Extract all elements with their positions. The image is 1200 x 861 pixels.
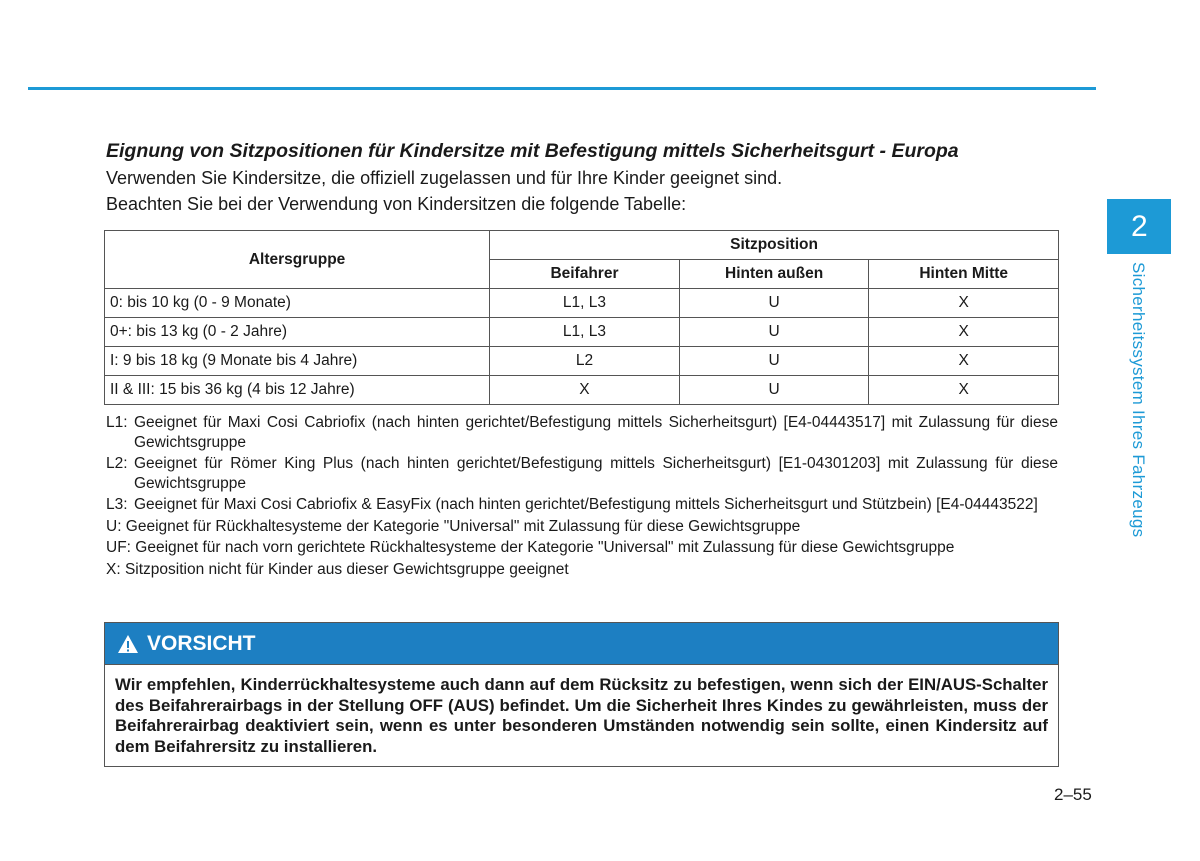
note-l2 [106,454,1058,493]
caution-text: Wir empfehlen, Kinderrückhaltesysteme auch dann auf dem Rücksitz zu befestigen, wenn sich der EIN/AUS-Schalter des Beifahrerairbags in der Stellung OFF (AUS) befindet. Um die Sicherheit Ihres Kindes zu gewährleisten, muss der Beifahrerairbag deaktiviert sein, wenn es unter besonderen Umständen notwendig sein sollte, einen Kindersitz auf dem Beifahrersitz zu installieren. [115,675,1048,756]
table-row [105,289,1059,318]
header-age-group: Altersgruppe [105,231,490,289]
table-row [105,376,1059,405]
note-key: L1: [106,414,128,431]
age-cell: II & III: 15 bis 36 kg (4 bis 12 Jahre) [105,376,490,405]
mitte-cell: X [869,376,1059,405]
age-cell: 0+: bis 13 kg (0 - 2 Jahre) [105,318,490,347]
note-key: L2: [106,455,128,472]
header-hinten-aussen: Hinten außen [679,260,869,289]
age-cell: I: 9 bis 18 kg (9 Monate bis 4 Jahre) [105,347,490,376]
note-uf: UF: Geeignet für nach vorn gerichtete Rückhaltesysteme der Kategorie "Universal" mit Zulassung für diese Gewichtsgruppe [106,539,955,556]
header-seat-position: Sitzposition [490,231,1059,260]
note-text: Geeignet für Maxi Cosi Cabriofix & EasyFix (nach hinten gerichtet/Befestigung mittels Sicherheitsgurt und Stützbein) [E4-04443522] [134,496,1038,513]
aussen-cell: U [679,347,869,376]
note-text: Geeignet für Maxi Cosi Cabriofix (nach hinten gerichtet/Befestigung mittels Sicherheitsgurt) [E4-04443517] mit Zulassung für diese Gewichtsgruppe [134,414,1058,451]
note-key: L3: [106,496,128,513]
header-hinten-mitte: Hinten Mitte [869,260,1059,289]
note-u: U: Geeignet für Rückhaltesysteme der Kategorie "Universal" mit Zulassung für diese Gewichtsgruppe [106,517,801,535]
intro-line-2: Beachten Sie bei der Verwendung von Kindersitzen die folgende Tabelle: [106,194,687,214]
note-text: Geeignet für Römer King Plus (nach hinten gerichtet/Befestigung mittels Sicherheitsgurt) [E1-04301203] mit Zulassung für diese Gewichtsgruppe [134,455,1058,492]
note-x: X: Sitzposition nicht für Kinder aus dieser Gewichtsgruppe geeignet [106,560,569,578]
page-number: 2–55 [1054,785,1092,804]
beifahrer-cell: L1, L3 [490,289,680,318]
chapter-tab [1107,199,1171,254]
header-rule [28,87,1096,90]
beifahrer-cell: X [490,376,680,405]
seat-suitability-table [104,230,1059,405]
footnotes [106,413,1058,581]
caution-box [104,622,1059,767]
warning-triangle-icon [117,634,139,654]
caution-header [105,623,1058,665]
beifahrer-cell: L1, L3 [490,318,680,347]
age-cell: 0: bis 10 kg (0 - 9 Monate) [105,289,490,318]
caution-title: VORSICHT [147,631,256,655]
aussen-cell: U [679,289,869,318]
intro-line-1: Verwenden Sie Kindersitze, die offiziell zugelassen und für Ihre Kinder geeignet sind. [106,168,783,188]
chapter-number: 2 [1131,210,1148,243]
mitte-cell: X [869,318,1059,347]
table-row [105,318,1059,347]
header-beifahrer: Beifahrer [490,260,680,289]
note-l1 [106,413,1058,452]
aussen-cell: U [679,318,869,347]
note-l3 [106,495,1058,515]
chapter-title: Sicherheitssystem Ihres Fahrzeugs [1129,262,1148,538]
table-row [105,347,1059,376]
beifahrer-cell: L2 [490,347,680,376]
mitte-cell: X [869,289,1059,318]
section-heading: Eignung von Sitzpositionen für Kindersitze mit Befestigung mittels Sicherheitsgurt - Europa [106,140,959,162]
aussen-cell: U [679,376,869,405]
mitte-cell: X [869,347,1059,376]
